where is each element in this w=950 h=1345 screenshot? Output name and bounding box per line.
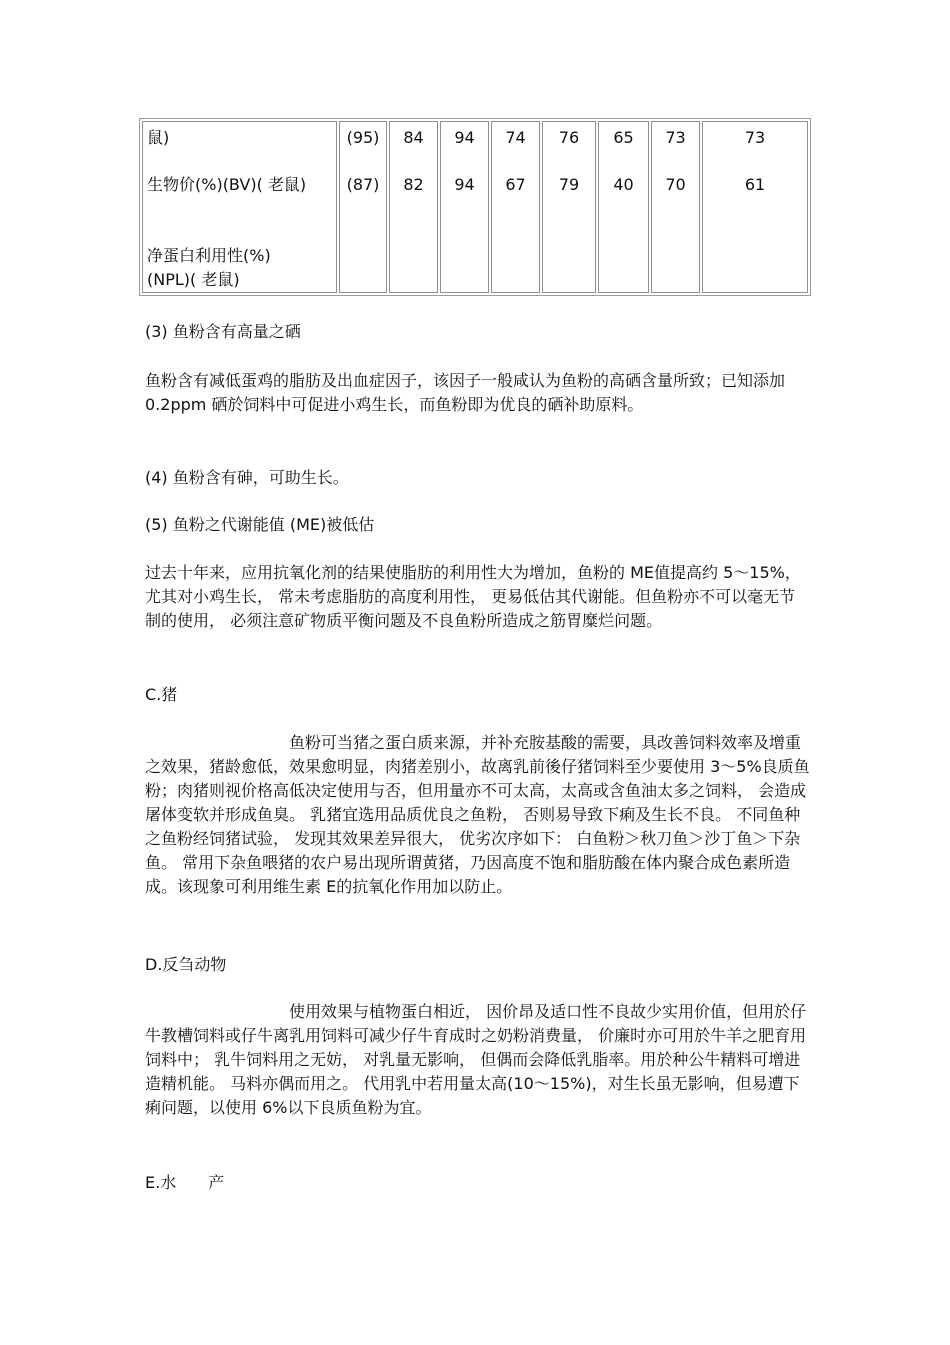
table-cell: (95) — [346, 128, 380, 147]
section-heading-arsenic: (4) 鱼粉含有砷，可助生长。 — [145, 468, 349, 487]
table-row-label: 鼠) — [147, 128, 170, 147]
section-heading-ruminant: D.反刍动物 — [145, 955, 227, 974]
section-heading-selenium: (3) 鱼粉含有高量之硒 — [145, 322, 301, 341]
table-cell: 74 — [505, 128, 526, 147]
table-column — [389, 121, 438, 293]
table-cell: 94 — [454, 128, 475, 147]
section-heading-pig: C.猪 — [145, 685, 178, 704]
table-cell: 70 — [665, 175, 686, 194]
table-cell: 94 — [454, 175, 475, 194]
table-cell: 65 — [613, 128, 634, 147]
paragraph-pig: 鱼粉可当猪之蛋白质来源，并补充胺基酸的需要，具改善饲料效率及增重之效果，猪龄愈低，效果愈明显，肉猪差别小，故离乳前後仔猪饲料至少要使用 3～5%良质鱼粉；肉猪则视价格高低决定使用与否，但用量亦不可太高，太高或含鱼油太多之饲料， 会造成屠体变软并形成鱼臭。 乳猪宜选用品质优良之鱼粉， 否则易导致下痢及生长不良。 不同鱼种之鱼粉经饲猪试验， 发现其效果差异很大， 优劣次序如下： 白鱼粉＞秋刀鱼＞沙丁鱼＞下杂鱼。 常用下杂鱼喂猪的农户易出现所谓黄猪，乃因高度不饱和脂肪酸在体内聚合成色素所造成。该现象可利用维生素 E的抗氧化作用加以防止。 — [145, 733, 810, 896]
table-cell: 40 — [613, 175, 634, 194]
nutrition-table — [139, 118, 811, 296]
table-cell: 82 — [403, 175, 424, 194]
table-column — [542, 121, 596, 293]
table-cell: 79 — [558, 175, 580, 194]
paragraph-me: 过去十年来，应用抗氧化剂的结果使脂肪的利用性大为增加，鱼粉的 ME值提高约 5～15%，尤其对小鸡生长， 常未考虑脂肪的高度利用性， 更易低估其代谢能。但鱼粉亦不可以毫无节制的使用， 必须注意矿物质平衡问题及不良鱼粉所造成之筋胃糜烂问题。 — [145, 563, 801, 630]
table-label-column — [142, 121, 337, 293]
paragraph-selenium: 鱼粉含有减低蛋鸡的脂肪及出血症因子，该因子一般咸认为鱼粉的高硒含量所致；已知添加 0.2ppm 硒於饲料中可促进小鸡生长，而鱼粉即为优良的硒补助原料。 — [145, 371, 791, 414]
table-cell: 73 — [744, 128, 766, 147]
table-cell: 73 — [665, 128, 686, 147]
section-heading-aquaculture: E.水 产 — [145, 1173, 225, 1192]
table-row-label: 生物价(%)(BV)( 老鼠) — [147, 175, 307, 194]
table-cell: 76 — [558, 128, 580, 147]
table-column — [339, 121, 387, 293]
table-cell: 67 — [505, 175, 526, 194]
table-column — [491, 121, 540, 293]
table-column — [651, 121, 700, 293]
table-column — [598, 121, 649, 293]
table-cell: 84 — [403, 128, 424, 147]
table-row-label: 净蛋白利用性(%)(NPL)( 老鼠) — [147, 246, 271, 289]
paragraph-ruminant: 使用效果与植物蛋白相近， 因价昂及适口性不良故少实用价值，但用於仔牛教槽饲料或仔牛离乳用饲料可减少仔牛育成时之奶粉消费量， 价廉时亦可用於牛羊之肥育用饲料中； 乳牛饲料用之无妨， 对乳量无影响， 但偶而会降低乳脂率。用於种公牛精料可增进造精机能。 马料亦偶而用之。 代用乳中若用量太高(10～15%)，对生长虽无影响，但易遭下痢问题，以使用 6%以下良质鱼粉为宜。 — [145, 1002, 807, 1117]
section-heading-me: (5) 鱼粉之代谢能值 (ME)被低估 — [145, 515, 375, 534]
table-cell: 61 — [744, 175, 766, 194]
table-cell: (87) — [346, 175, 380, 194]
table-column — [702, 121, 808, 293]
table-column — [440, 121, 489, 293]
